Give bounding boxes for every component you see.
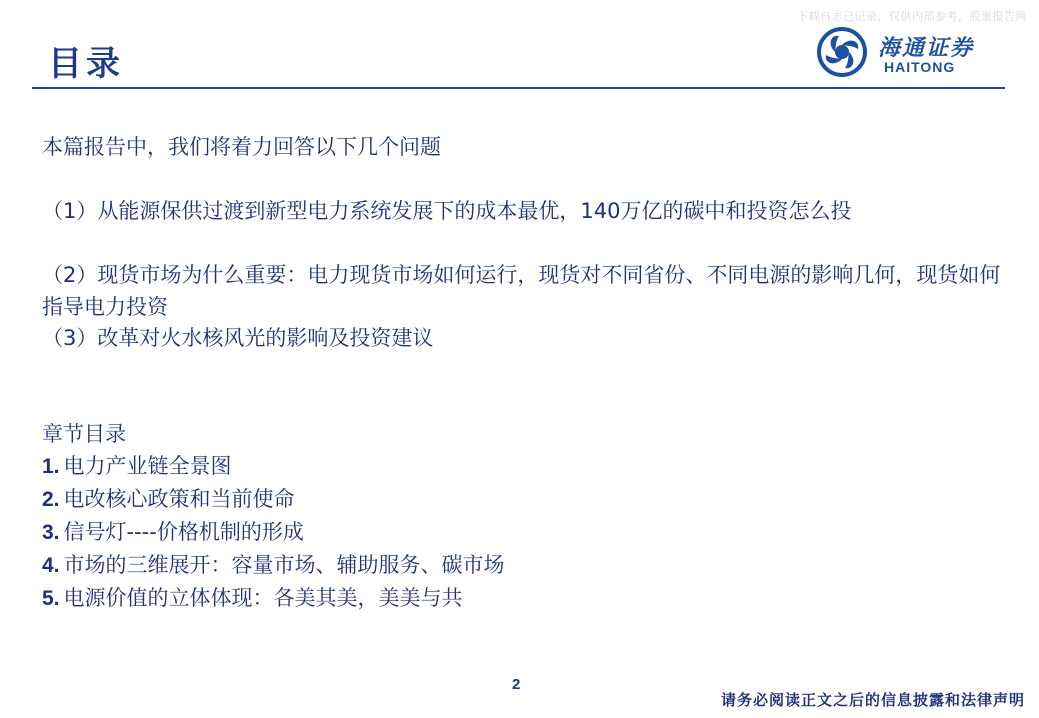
chapter-item xyxy=(42,582,505,615)
page-number: 2 xyxy=(512,676,521,693)
chapter-title: 信号灯----价格机制的形成 xyxy=(63,520,304,544)
chapter-title: 电改核心政策和当前使命 xyxy=(63,487,295,511)
page-title: 目录 xyxy=(48,44,124,84)
chapter-list xyxy=(42,450,505,615)
chapter-number: 1. xyxy=(42,455,60,478)
chapter-number: 3. xyxy=(42,521,60,544)
chapter-item xyxy=(42,516,505,549)
chapter-number: 5. xyxy=(42,587,60,610)
chapter-item xyxy=(42,450,505,483)
haitong-logo-icon xyxy=(816,27,870,77)
question-2: （2）现货市场为什么重要：电力现货市场如何运行，现货对不同省份、不同电源的影响几何，现货如何指导电力投资 xyxy=(42,263,1001,319)
logo-english-name: HAITONG xyxy=(884,59,956,75)
chapter-title: 电源价值的立体体现：各美其美，美美与共 xyxy=(63,586,463,610)
chapter-item xyxy=(42,549,505,582)
chapter-number: 2. xyxy=(42,488,60,511)
intro-text: 本篇报告中，我们将着力回答以下几个问题 xyxy=(42,135,441,159)
chapter-list-heading: 章节目录 xyxy=(42,422,126,446)
title-divider xyxy=(32,87,1005,89)
chapter-number: 4. xyxy=(42,554,60,577)
logo-chinese-name: 海通证券 xyxy=(878,35,975,61)
question-1: （1）从能源保供过渡到新型电力系统发展下的成本最优，140万亿的碳中和投资怎么投 xyxy=(42,199,852,223)
question-3: （3）改革对火水核风光的影响及投资建议 xyxy=(42,326,434,350)
haitong-logo xyxy=(816,27,996,79)
legal-disclaimer: 请务必阅读正文之后的信息披露和法律声明 xyxy=(720,691,1025,709)
chapter-item xyxy=(42,483,505,516)
chapter-title: 电力产业链全景图 xyxy=(63,454,232,478)
watermark-text: 下载日志已记录，仅供内部参考，股票报告网 xyxy=(797,10,1027,23)
chapter-title: 市场的三维展开：容量市场、辅助服务、碳市场 xyxy=(63,553,505,577)
